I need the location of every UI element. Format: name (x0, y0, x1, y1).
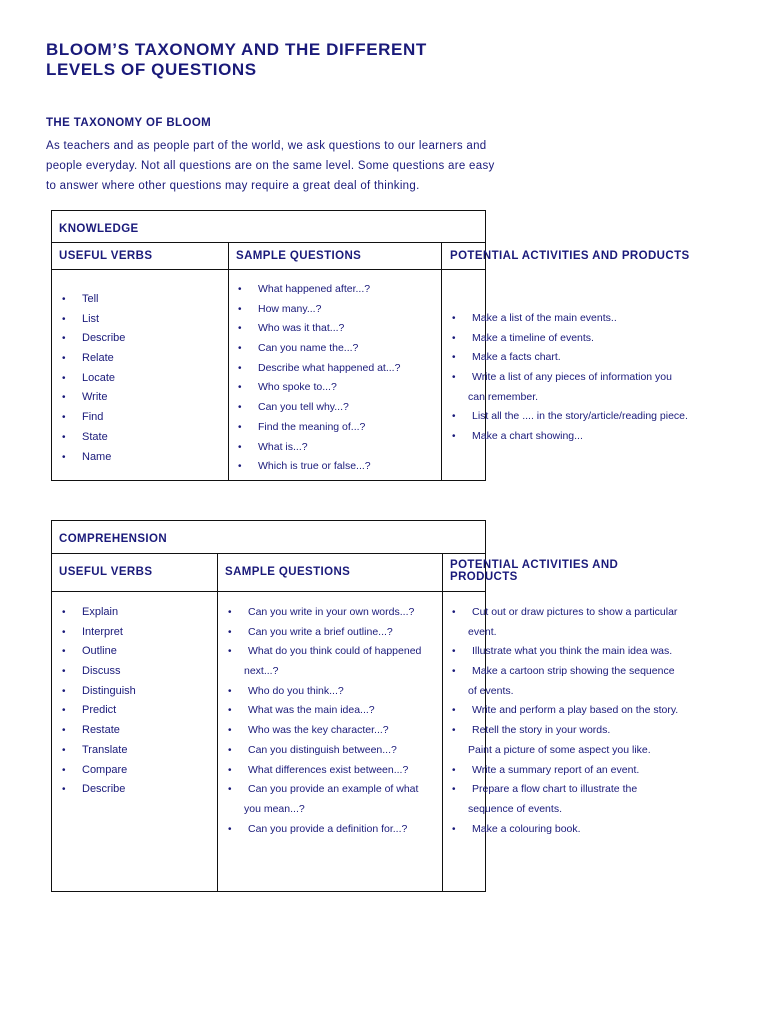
question-item: • Who was the key character...? (226, 721, 421, 741)
comprehension-activities-header: POTENTIAL ACTIVITIES AND PRODUCTS (450, 559, 619, 583)
activity-item: • Make a list of the main events.. (450, 309, 688, 329)
activity-item: • Make a timeline of events. (450, 329, 688, 349)
verb-item: • Distinguish (60, 682, 136, 702)
verb-item: • Explain (60, 603, 136, 623)
knowledge-verbs-header: USEFUL VERBS (59, 250, 153, 262)
activity-item: • Write and perform a play based on the story. (450, 701, 678, 721)
verb-item: • Name (60, 448, 125, 468)
knowledge-col-divider-2 (441, 242, 442, 480)
activity-item: • Make a cartoon strip showing the sequence (450, 662, 678, 682)
activity-item: • Prepare a flow chart to illustrate the (450, 780, 678, 800)
question-item: • Describe what happened at...? (236, 359, 400, 379)
comprehension-title: COMPREHENSION (59, 533, 168, 545)
activity-item: • Make a colouring book. (450, 820, 678, 840)
question-item: • What do you think could of happened (226, 642, 421, 662)
question-item: • Can you name the...? (236, 339, 400, 359)
activity-item: • Make a chart showing... (450, 427, 688, 447)
knowledge-questions-list (236, 280, 400, 477)
verb-item: • Find (60, 408, 125, 428)
verb-item: • State (60, 428, 125, 448)
comprehension-title-divider (51, 553, 485, 554)
knowledge-verbs-list (60, 290, 125, 467)
question-item: • Who spoke to...? (236, 378, 400, 398)
document-title: BLOOM’S TAXONOMY AND THE DIFFERENT LEVELS OF QUESTIONS (46, 40, 427, 79)
activity-item: event. (468, 625, 497, 638)
verb-item: • Predict (60, 701, 136, 721)
question-item: • Who do you think...? (226, 682, 421, 702)
activity-item: • Retell the story in your words. (450, 721, 678, 741)
verb-item: • Relate (60, 349, 125, 369)
activity-item: • Write a list of any pieces of information you (450, 368, 688, 388)
activity-item: • Write a summary report of an event. (450, 761, 678, 781)
question-item: • Which is true or false...? (236, 457, 400, 477)
section-heading: THE TAXONOMY OF BLOOM (46, 117, 212, 129)
activity-item: • List all the .... in the story/article/reading piece. (450, 407, 688, 427)
question-item: • Can you write a brief outline...? (226, 623, 421, 643)
question-item: • Can you write in your own words...? (226, 603, 421, 623)
activity-item: • Cut out or draw pictures to show a particular (450, 603, 678, 623)
comprehension-activities-list (450, 603, 678, 839)
knowledge-header-divider (51, 269, 485, 270)
comprehension-verbs-list (60, 603, 136, 800)
verb-item: • Write (60, 388, 125, 408)
verb-item: • Describe (60, 780, 136, 800)
knowledge-activities-list (450, 309, 688, 447)
question-item: • Who was it that...? (236, 319, 400, 339)
verb-item: • Restate (60, 721, 136, 741)
question-item: • What differences exist between...? (226, 761, 421, 781)
verb-item: • Outline (60, 642, 136, 662)
comprehension-col-divider-2 (442, 553, 443, 891)
knowledge-activities-header: POTENTIAL ACTIVITIES AND PRODUCTS (450, 250, 690, 262)
activity-item: can remember. (468, 390, 539, 403)
question-item: • Find the meaning of...? (236, 418, 400, 438)
intro-paragraph: As teachers and as people part of the world, we ask questions to our learners and people everyday. Not all questions are on the same level. Some questions are easy to answer where other questions may require a great deal of thinking. (46, 140, 495, 192)
knowledge-title-divider (51, 242, 485, 243)
comprehension-header-divider (51, 591, 485, 592)
comprehension-verbs-header: USEFUL VERBS (59, 566, 153, 578)
activity-item: • Illustrate what you think the main idea was. (450, 642, 678, 662)
activity-item: of events. (468, 684, 514, 697)
verb-item: • Compare (60, 761, 136, 781)
knowledge-questions-header: SAMPLE QUESTIONS (236, 250, 362, 262)
question-item: • How many...? (236, 300, 400, 320)
question-item: • Can you tell why...? (236, 398, 400, 418)
verb-item: • Interpret (60, 623, 136, 643)
question-item: • What was the main idea...? (226, 701, 421, 721)
comprehension-questions-list (226, 603, 421, 839)
question-item: • Can you distinguish between...? (226, 741, 421, 761)
comprehension-questions-header: SAMPLE QUESTIONS (225, 566, 351, 578)
knowledge-title: KNOWLEDGE (59, 223, 139, 235)
verb-item: • Tell (60, 290, 125, 310)
verb-item: • Describe (60, 329, 125, 349)
question-item: • Can you provide an example of what (226, 780, 421, 800)
activity-item: • Make a facts chart. (450, 348, 688, 368)
comprehension-col-divider-1 (217, 553, 218, 891)
verb-item: • Discuss (60, 662, 136, 682)
activity-item: Paint a picture of some aspect you like. (468, 743, 651, 756)
question-item: • What is...? (236, 438, 400, 458)
activity-item: sequence of events. (468, 802, 562, 815)
verb-item: • Locate (60, 369, 125, 389)
verb-item: • Translate (60, 741, 136, 761)
question-item: next...? (244, 665, 279, 678)
question-item: you mean...? (244, 802, 305, 815)
question-item: • What happened after...? (236, 280, 400, 300)
knowledge-col-divider-1 (228, 242, 229, 480)
verb-item: • List (60, 310, 125, 330)
question-item: • Can you provide a definition for...? (226, 820, 421, 840)
